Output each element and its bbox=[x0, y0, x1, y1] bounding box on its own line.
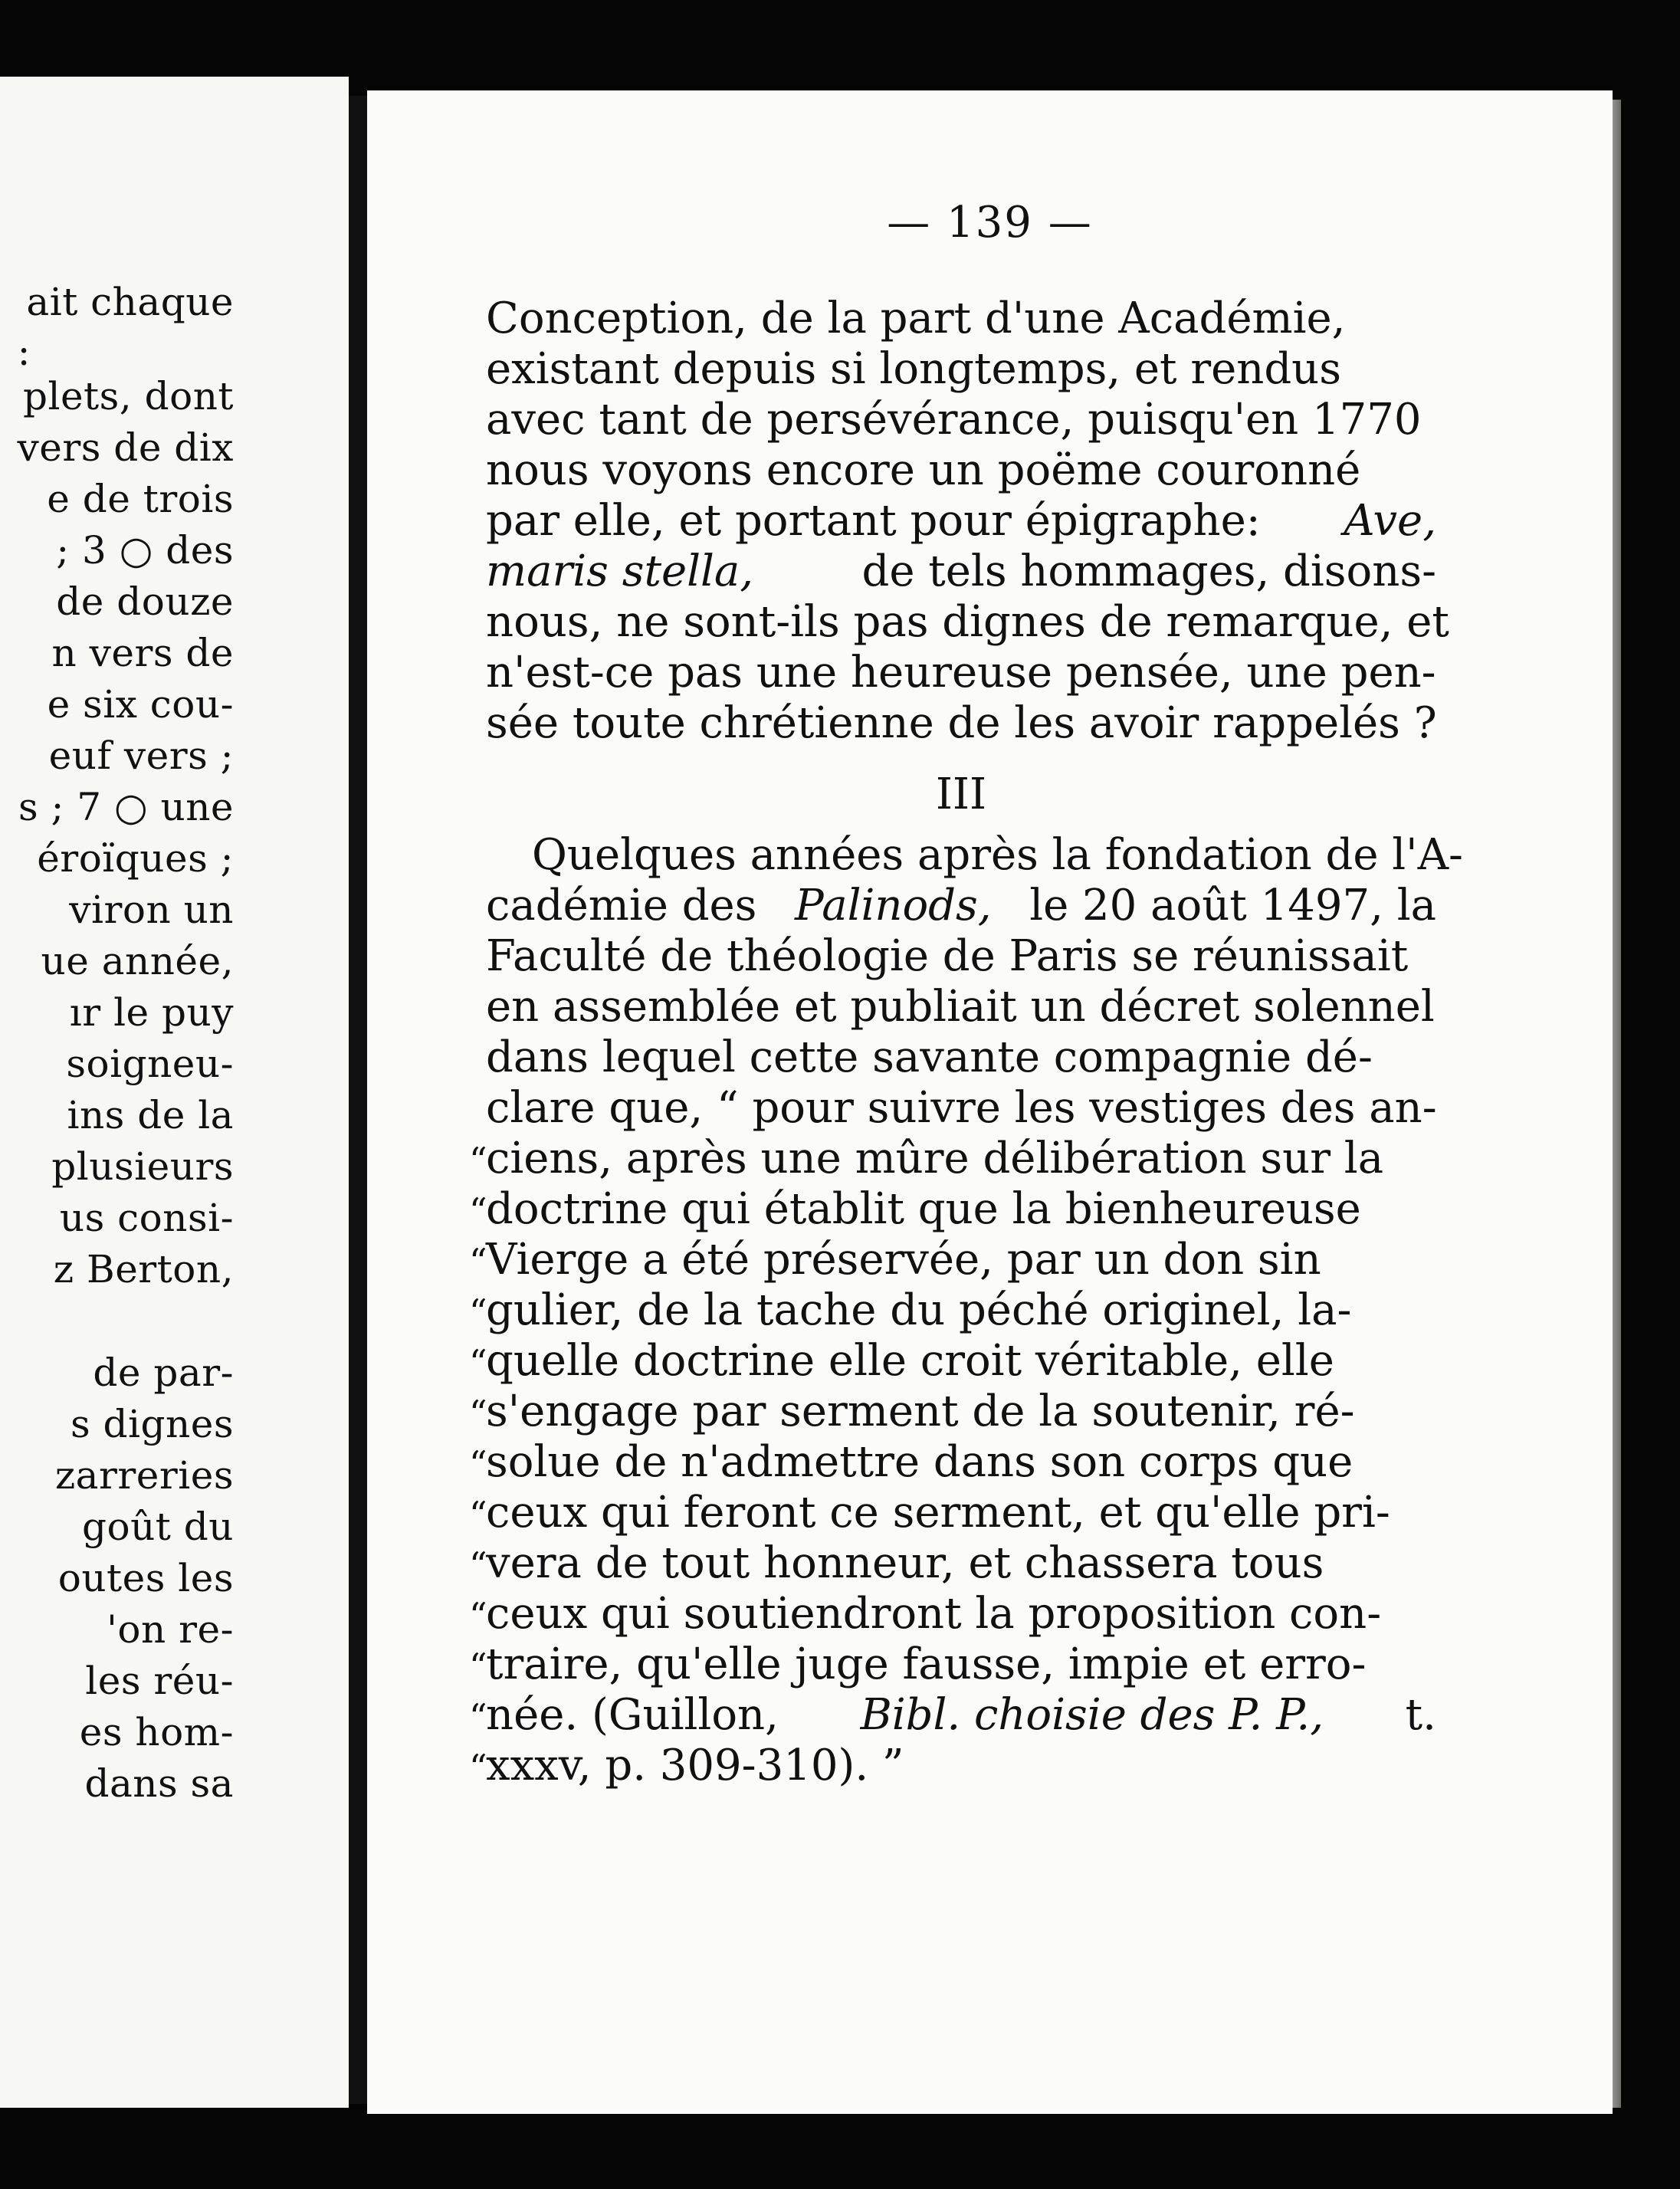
text-line: avec tant de persévérance, puisqu'en 1770 bbox=[486, 395, 1422, 445]
text-segment: de tels hommages, disons- bbox=[861, 546, 1436, 596]
left-text-line: de par- bbox=[93, 1350, 234, 1395]
text-segment: cadémie des bbox=[486, 881, 757, 930]
text-line: Faculté de théologie de Paris se réunissait bbox=[486, 931, 1409, 981]
quoted-line bbox=[469, 1235, 1436, 1285]
text-line: clare que, “ pour suivre les vestiges des an- bbox=[486, 1083, 1437, 1133]
quote-mark: “ bbox=[469, 1140, 487, 1181]
text-line: nous voyons encore un poëme couronné bbox=[486, 445, 1361, 495]
text-line bbox=[486, 881, 1436, 931]
section-heading: III bbox=[935, 770, 987, 819]
text-line: Conception, de la part d'une Académie, bbox=[486, 294, 1346, 343]
quoted-line bbox=[469, 1690, 1436, 1741]
quoted-line bbox=[469, 1741, 1436, 1791]
left-text-line: de douze bbox=[56, 579, 234, 624]
text-segment: ceux qui feront ce serment, et qu'elle pri- bbox=[486, 1488, 1390, 1538]
left-text-line: viron un bbox=[69, 888, 234, 932]
text-segment: le 20 août 1497, la bbox=[1029, 881, 1436, 930]
italic-text: maris stella, bbox=[486, 546, 754, 596]
left-text-line: 'on re- bbox=[107, 1607, 234, 1652]
left-text-line: vers de dix bbox=[17, 425, 234, 470]
quote-mark: “ bbox=[469, 1494, 487, 1535]
text-segment: née. (Guillon, bbox=[486, 1690, 779, 1740]
text-segment: s'engage par serment de la soutenir, ré- bbox=[486, 1387, 1355, 1436]
text-line: nous, ne sont-ils pas dignes de remarque, et bbox=[486, 597, 1449, 647]
quote-mark: “ bbox=[469, 1393, 487, 1434]
left-text-line: e six cou- bbox=[47, 682, 234, 727]
left-text-line: ; 3 ○ des bbox=[56, 528, 234, 573]
left-text-line: zarreries bbox=[54, 1453, 234, 1498]
quote-mark: “ bbox=[469, 1595, 487, 1636]
quote-mark: “ bbox=[469, 1646, 487, 1687]
left-text-line: ait chaque bbox=[26, 280, 234, 324]
quoted-line bbox=[469, 1639, 1436, 1690]
text-segment: xxxv, p. 309-310). ” bbox=[486, 1741, 904, 1790]
quote-mark: “ bbox=[469, 1544, 487, 1586]
left-text-line: plusieurs bbox=[51, 1144, 234, 1189]
left-text-line: les réu- bbox=[85, 1659, 234, 1703]
text-segment: vera de tout honneur, et chassera tous bbox=[486, 1538, 1324, 1588]
text-segment: solue de n'admettre dans son corps que bbox=[486, 1437, 1354, 1487]
text-line bbox=[486, 496, 1436, 546]
text-line: Quelques années après la fondation de l'A- bbox=[532, 830, 1463, 880]
text-segment: traire, qu'elle juge fausse, impie et erro- bbox=[486, 1639, 1367, 1689]
left-text-line: outes les bbox=[57, 1556, 234, 1600]
quoted-line bbox=[469, 1336, 1436, 1387]
text-segment: t. bbox=[1405, 1690, 1436, 1740]
left-text-line: ır le puy bbox=[69, 990, 234, 1035]
left-text-line: s ; 7 ○ une bbox=[18, 785, 234, 829]
left-text-line: euf vers ; bbox=[48, 733, 234, 778]
right-page bbox=[367, 90, 1613, 2114]
left-text-line: plets, dont bbox=[22, 374, 234, 418]
left-text-line: dans sa bbox=[84, 1761, 234, 1806]
left-text-line: e de trois bbox=[47, 477, 234, 521]
text-segment: ceux qui soutiendront la proposition con- bbox=[486, 1589, 1382, 1639]
text-line: n'est-ce pas une heureuse pensée, une pen- bbox=[486, 648, 1436, 697]
quote-mark: “ bbox=[469, 1696, 487, 1738]
quote-mark: “ bbox=[469, 1443, 487, 1485]
text-segment: quelle doctrine elle croit véritable, elle bbox=[486, 1336, 1334, 1386]
text-segment: Vierge a été préservée, par un don sin bbox=[486, 1235, 1321, 1285]
quote-mark: “ bbox=[469, 1291, 487, 1333]
left-text-line: éroïques ; bbox=[37, 836, 234, 881]
left-text-line: soigneu- bbox=[66, 1042, 234, 1086]
quote-mark: “ bbox=[469, 1190, 487, 1232]
italic-text: Bibl. choisie des P. P., bbox=[860, 1690, 1324, 1740]
left-text-line: s dignes bbox=[70, 1402, 234, 1446]
text-segment: par elle, et portant pour épigraphe: bbox=[486, 496, 1261, 546]
quoted-line bbox=[469, 1184, 1436, 1235]
text-line: dans lequel cette savante compagnie dé- bbox=[486, 1032, 1373, 1082]
quote-mark: “ bbox=[469, 1241, 487, 1282]
quote-mark: “ bbox=[469, 1747, 487, 1788]
quoted-line bbox=[469, 1437, 1436, 1488]
quoted-line bbox=[469, 1589, 1436, 1639]
quoted-line bbox=[469, 1285, 1436, 1336]
left-text-line: z Berton, bbox=[53, 1247, 234, 1291]
quoted-line bbox=[469, 1488, 1436, 1538]
left-text-line: goût du bbox=[81, 1505, 234, 1549]
left-text-line: ue année, bbox=[41, 939, 234, 983]
page-number: — 139 — bbox=[887, 198, 1093, 248]
left-text-line: n vers de bbox=[51, 631, 234, 675]
text-line: sée toute chrétienne de les avoir rappelés ? bbox=[486, 698, 1437, 748]
italic-text: Palinods, bbox=[795, 881, 992, 930]
quoted-line bbox=[469, 1134, 1436, 1184]
left-text-line: ins de la bbox=[67, 1093, 234, 1137]
text-segment: ciens, après une mûre délibération sur la bbox=[486, 1134, 1384, 1183]
left-text-line: es hom- bbox=[79, 1710, 234, 1754]
text-line: en assemblée et publiait un décret solennel bbox=[486, 982, 1435, 1032]
text-line: existant depuis si longtemps, et rendus bbox=[486, 344, 1341, 394]
text-block bbox=[469, 294, 1463, 1791]
italic-text: Ave, bbox=[1344, 496, 1436, 546]
text-line bbox=[486, 546, 1436, 597]
book-gutter bbox=[349, 96, 367, 2104]
quoted-line bbox=[469, 1538, 1436, 1589]
left-page-fragment bbox=[0, 77, 349, 2108]
left-text-line: us consi- bbox=[59, 1196, 234, 1240]
text-segment: doctrine qui établit que la bienheureuse bbox=[486, 1184, 1361, 1234]
text-segment: gulier, de la tache du péché originel, la- bbox=[486, 1285, 1352, 1335]
left-text-line: : bbox=[17, 330, 31, 374]
quote-mark: “ bbox=[469, 1342, 487, 1383]
quoted-line bbox=[469, 1387, 1436, 1437]
